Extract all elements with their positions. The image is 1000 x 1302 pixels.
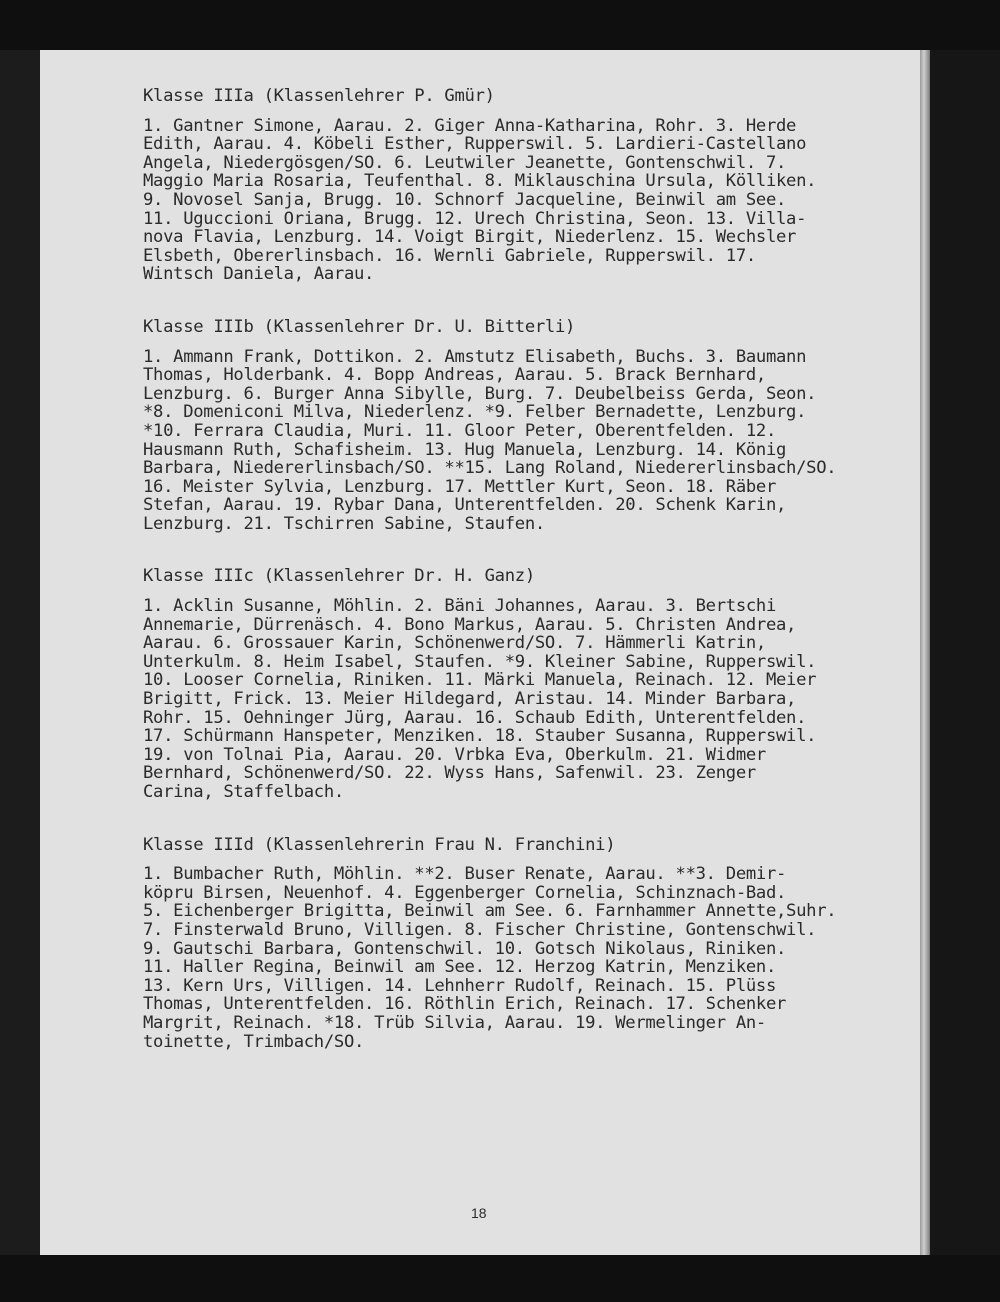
text-line: Angela, Niedergösgen/SO. 6. Leutwiler Jeanette, Gontenschwil. 7. xyxy=(143,152,787,173)
text-line: Elsbeth, Obererlinsbach. 16. Wernli Gabriele, Rupperswil. 17. xyxy=(143,245,756,266)
text-line: 9. Novosel Sanja, Brugg. 10. Schnorf Jacqueline, Beinwil am See. xyxy=(143,189,787,210)
text-line: Brigitt, Frick. 13. Meier Hildegard, Aristau. 14. Minder Barbara, xyxy=(143,689,797,710)
text-line: Stefan, Aarau. 19. Rybar Dana, Unterentfelden. 20. Schenk Karin, xyxy=(143,495,787,516)
text-line: 17. Schürmann Hanspeter, Menziken. 18. Stauber Susanna, Rupperswil. xyxy=(143,726,817,747)
text-line: Hausmann Ruth, Schafisheim. 13. Hug Manuela, Lenzburg. 14. König xyxy=(143,439,787,460)
section-heading: Klasse IIIa (Klassenlehrer P. Gmür) xyxy=(143,86,495,106)
scan-bottom-border xyxy=(0,1255,1000,1302)
text-line: 19. von Tolnai Pia, Aarau. 20. Vrbka Eva, Oberkulm. 21. Widmer xyxy=(143,744,766,765)
section-klasse-iiid xyxy=(143,836,913,1052)
text-line: Maggio Maria Rosaria, Teufenthal. 8. Miklauschina Ursula, Kölliken. xyxy=(143,171,817,192)
section-heading: Klasse IIIb (Klassenlehrer Dr. U. Bitterli) xyxy=(143,316,576,337)
text-line: Edith, Aarau. 4. Köbeli Esther, Rupperswil. 5. Lardieri-Castellano xyxy=(143,134,807,155)
text-line: 10. Looser Cornelia, Riniken. 11. Märki Manuela, Reinach. 12. Meier xyxy=(143,670,817,691)
text-line: 5. Eichenberger Brigitta, Beinwil am See. 6. Farnhammer Annette,Suhr. xyxy=(143,901,837,922)
text-line: 13. Kern Urs, Villigen. 14. Lehnherr Rudolf, Reinach. 15. Plüss xyxy=(143,975,777,996)
text-line: Rohr. 15. Oehninger Jürg, Aarau. 16. Schaub Edith, Unterentfelden. xyxy=(143,707,807,728)
text-line: 11. Haller Regina, Beinwil am See. 12. Herzog Katrin, Menziken. xyxy=(143,957,777,978)
text-line: 9. Gautschi Barbara, Gontenschwil. 10. Gotsch Nikolaus, Riniken. xyxy=(143,938,787,959)
text-line: Margrit, Reinach. *18. Trüb Silvia, Aarau. 19. Wermelinger An- xyxy=(143,1012,766,1033)
text-line: Thomas, Holderbank. 4. Bopp Andreas, Aarau. 5. Brack Bernhard, xyxy=(143,365,766,386)
text-line: Thomas, Unterentfelden. 16. Röthlin Erich, Reinach. 17. Schenker xyxy=(143,994,787,1015)
text-line: Bernhard, Schönenwerd/SO. 22. Wyss Hans, Safenwil. 23. Zenger xyxy=(143,763,756,784)
text-line: *10. Ferrara Claudia, Muri. 11. Gloor Peter, Oberentfelden. 12. xyxy=(143,420,777,441)
text-line: Lenzburg. 6. Burger Anna Sibylle, Burg. 7. Deubelbeiss Gerda, Seon. xyxy=(143,383,817,404)
page-gutter xyxy=(920,50,930,1255)
text-line: Carina, Staffelbach. xyxy=(143,782,344,802)
text-line: köpru Birsen, Neuenhof. 4. Eggenberger Cornelia, Schinznach-Bad. xyxy=(143,882,787,903)
text-line: Lenzburg. 21. Tschirren Sabine, Staufen. xyxy=(143,513,545,534)
scan-top-border xyxy=(0,0,1000,50)
section-heading: Klasse IIIc (Klassenlehrer Dr. H. Ganz) xyxy=(143,566,535,587)
text-line: 1. Ammann Frank, Dottikon. 2. Amstutz Elisabeth, Buchs. 3. Baumann xyxy=(143,346,807,367)
section-klasse-iiic xyxy=(143,567,913,801)
text-line: 7. Finsterwald Bruno, Villigen. 8. Fischer Christine, Gontenschwil. xyxy=(143,919,817,940)
section-klasse-iiib xyxy=(143,318,913,534)
text-line: *8. Domeniconi Milva, Niederlenz. *9. Felber Bernadette, Lenzburg. xyxy=(143,402,807,423)
text-line: 1. Bumbacher Ruth, Möhlin. **2. Buser Renate, Aarau. **3. Demir- xyxy=(143,864,787,885)
text-line: nova Flavia, Lenzburg. 14. Voigt Birgit, Niederlenz. 15. Wechsler xyxy=(143,227,797,248)
text-line: 11. Uguccioni Oriana, Brugg. 12. Urech Christina, Seon. 13. Villa- xyxy=(143,208,807,229)
text-line: Barbara, Niedererlinsbach/SO. **15. Lang Roland, Niedererlinsbach/SO. xyxy=(143,458,837,479)
scan-right-border xyxy=(930,50,1000,1255)
section-klasse-iiia xyxy=(143,87,913,284)
text-line: 1. Acklin Susanne, Möhlin. 2. Bäni Johannes, Aarau. 3. Bertschi xyxy=(143,596,777,617)
section-heading: Klasse IIId (Klassenlehrerin Frau N. Franchini) xyxy=(143,834,616,855)
text-line: toinette, Trimbach/SO. xyxy=(143,1031,365,1052)
text-line: Annemarie, Dürrenäsch. 4. Bono Markus, Aarau. 5. Christen Andrea, xyxy=(143,614,797,635)
text-line: Wintsch Daniela, Aarau. xyxy=(143,264,375,285)
page-number: 18 xyxy=(471,1205,487,1221)
class-lists xyxy=(143,87,913,1051)
text-line: 1. Gantner Simone, Aarau. 2. Giger Anna-Katharina, Rohr. 3. Herde xyxy=(143,115,797,136)
text-line: Aarau. 6. Grossauer Karin, Schönenwerd/SO. 7. Hämmerli Katrin, xyxy=(143,633,766,654)
text-line: Unterkulm. 8. Heim Isabel, Staufen. *9. Kleiner Sabine, Rupperswil. xyxy=(143,651,817,672)
text-line: 16. Meister Sylvia, Lenzburg. 17. Mettler Kurt, Seon. 18. Räber xyxy=(143,476,777,497)
